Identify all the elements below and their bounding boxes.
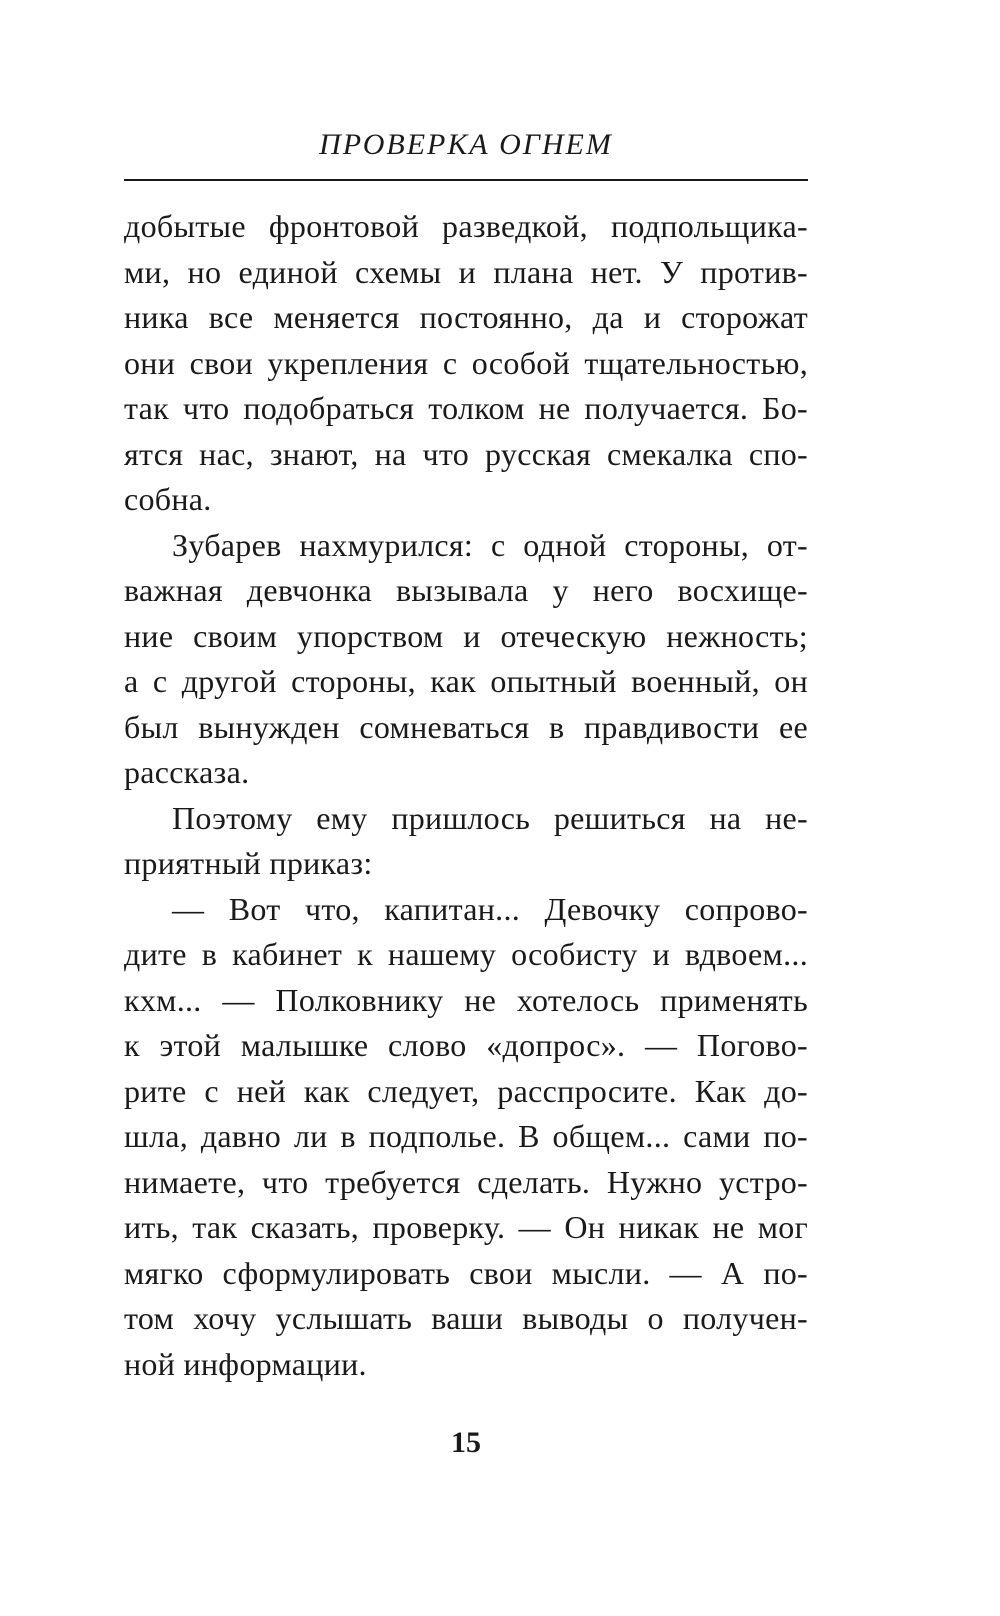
text-line: нимаете, что требуется сделать. Нужно устро-	[124, 1163, 808, 1200]
text-line: мягко сформулировать свои мысли. — А по-	[124, 1254, 808, 1291]
text-line: к этой малышке слово «допрос». — Погово-	[124, 1027, 808, 1063]
text-line: важная девчонка вызывала у него восхище-	[124, 572, 808, 608]
text-line: Зубарев нахмурился: с одной стороны, от-	[172, 526, 808, 563]
text-line: приятный приказ:	[124, 845, 373, 881]
text-line: ной информации.	[124, 1345, 367, 1382]
text-line: рассказа.	[124, 754, 250, 790]
text-line: дите в кабинет к нашему особисту и вдвоем...	[124, 936, 808, 972]
text-line: ние своим упорством и отеческую нежность;	[124, 617, 808, 654]
text-line: том хочу услышать ваши выводы о получен-	[124, 1300, 808, 1336]
text-line: — Вот что, капитан... Девочку сопрово-	[172, 890, 808, 927]
running-head-title: ПРОВЕРКА ОГНЕМ	[319, 128, 613, 161]
text-line: ятся нас, знают, на что русская смекалка спо-	[124, 435, 808, 472]
text-line: ми, но единой схемы и плана нет. У против-	[124, 253, 808, 290]
text-line: а с другой стороны, как опытный военный, он	[124, 663, 808, 699]
page-number: 15	[451, 1426, 481, 1459]
text-line: был вынужден сомневаться в правдивости ее	[124, 708, 808, 745]
text-line: так что подобраться толком не получается. Бо-	[124, 390, 808, 426]
body-text	[124, 204, 808, 1387]
book-page	[124, 0, 808, 1616]
text-line: ника все меняется постоянно, да и сторожат	[124, 299, 808, 335]
header-rule	[124, 179, 808, 181]
text-line: Поэтому ему пришлось решиться на не-	[172, 799, 808, 836]
text-line: шла, давно ли в подполье. В общем... сами по-	[124, 1118, 808, 1154]
text-line: рите с ней как следует, расспросите. Как до-	[124, 1072, 808, 1109]
text-line: собна.	[124, 481, 212, 517]
text-line: добытые фронтовой разведкой, подпольщика-	[124, 208, 808, 244]
text-line: ить, так сказать, проверку. — Он никак не мог	[124, 1209, 808, 1245]
text-line: кхм... — Полковнику не хотелось применять	[124, 981, 808, 1018]
text-line: они свои укрепления с особой тщательностью,	[124, 344, 808, 381]
